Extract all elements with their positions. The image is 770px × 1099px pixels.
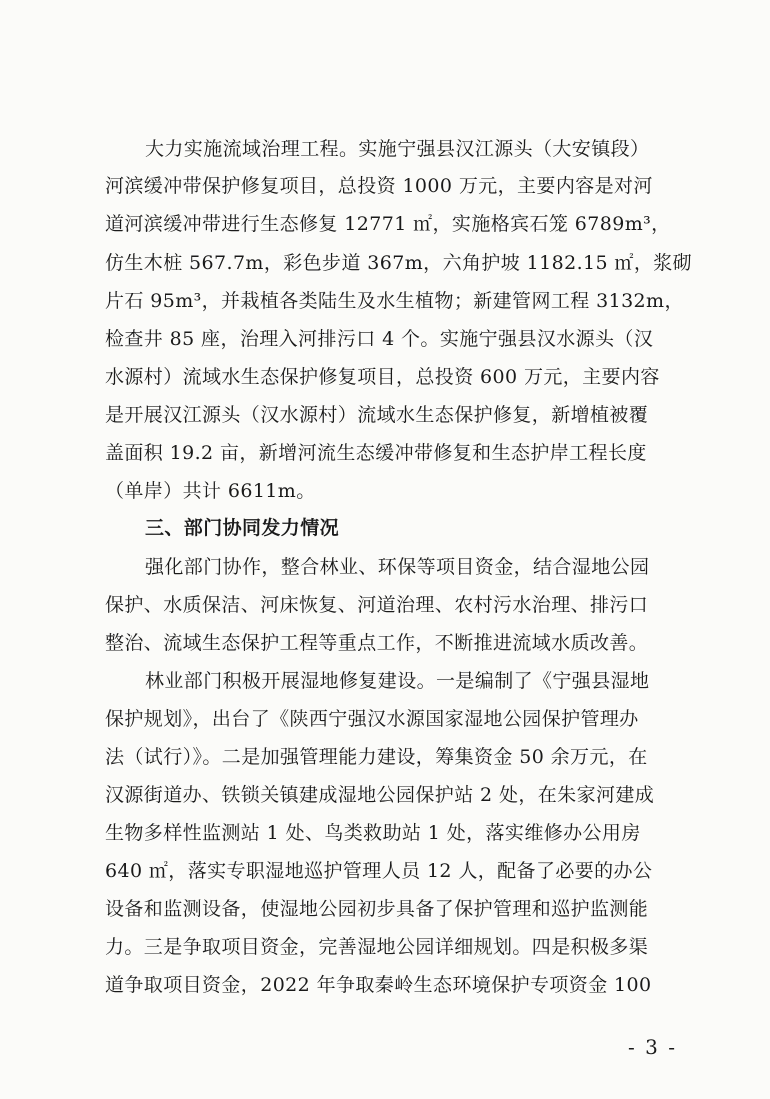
paragraph-line: 生物多样性监测站 1 处、鸟类救助站 1 处，落实维修办公用房: [105, 822, 641, 844]
paragraph-line: 林业部门积极开展湿地修复建设。一是编制了《宁强县湿地: [145, 670, 650, 692]
paragraph-line: 640 ㎡，落实专职湿地巡护管理人员 12 人，配备了必要的办公: [105, 860, 653, 882]
paragraph-line: 仿生木桩 567.7m，彩色步道 367m，六角护坡 1182.15 ㎡，浆砌: [105, 252, 693, 274]
paragraph-line: 整治、流域生态保护工程等重点工作，不断推进流域水质改善。: [105, 632, 649, 654]
paragraph-line: 强化部门协作，整合林业、环保等项目资金，结合湿地公园: [145, 556, 650, 578]
paragraph-line: 道争取项目资金，2022 年争取秦岭生态环境保护专项资金 100: [105, 974, 652, 996]
paragraph-line: 力。三是争取项目资金，完善湿地公园详细规划。四是积极多渠: [105, 936, 649, 958]
section-heading: 三、部门协同发力情况: [145, 517, 340, 539]
paragraph-line: 是开展汉江源头（汉水源村）流域水生态保护修复，新增植被覆: [105, 404, 649, 426]
paragraph-line: （单岸）共计 6611m。: [105, 480, 316, 502]
page-number: - 3 -: [628, 1035, 677, 1059]
paragraph-line: 片石 95m³，并栽植各类陆生及水生植物；新建管网工程 3132m，: [105, 290, 684, 312]
paragraph-line: 汉源街道办、铁锁关镇建成湿地公园保护站 2 处，在朱家河建成: [105, 784, 655, 806]
paragraph-line: 盖面积 19.2 亩，新增河流生态缓冲带修复和生态护岸工程长度: [105, 442, 647, 464]
paragraph-line: 大力实施流域治理工程。实施宁强县汉江源头（大安镇段）: [145, 138, 650, 160]
paragraph-line: 水源村）流域水生态保护修复项目，总投资 600 万元，主要内容: [105, 366, 660, 388]
paragraph-line: 检查井 85 座，治理入河排污口 4 个。实施宁强县汉水源头（汉: [105, 328, 654, 350]
paragraph-line: 保护、水质保洁、河床恢复、河道治理、农村污水治理、排污口: [105, 594, 649, 616]
paragraph-line: 河滨缓冲带保护修复项目，总投资 1000 万元，主要内容是对河: [105, 175, 653, 197]
paragraph-line: 保护规划》，出台了《陕西宁强汉水源国家湿地公园保护管理办: [105, 708, 639, 730]
paragraph-line: 道河滨缓冲带进行生态修复 12771 ㎡，实施格宾石笼 6789m³，: [105, 213, 671, 235]
paragraph-line: 设备和监测设备，使湿地公园初步具备了保护管理和巡护监测能: [105, 898, 649, 920]
paragraph-line: 法（试行）》。二是加强管理能力建设，筹集资金 50 余万元，在: [105, 746, 648, 768]
